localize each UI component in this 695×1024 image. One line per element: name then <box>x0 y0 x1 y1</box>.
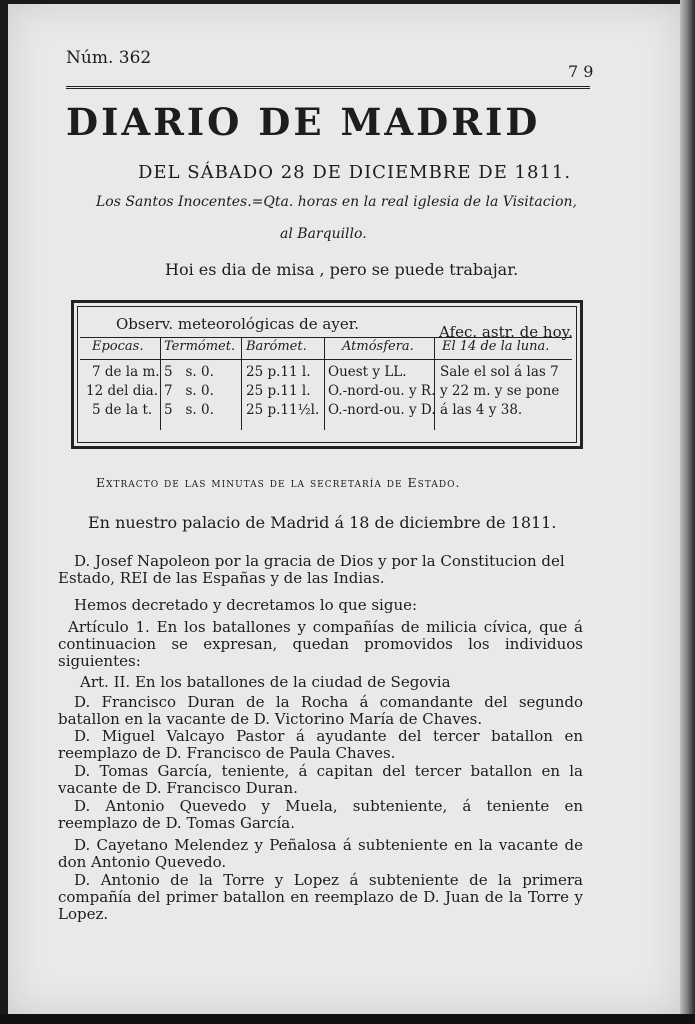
meteo-title: Observ. meteorológicas de ayer. <box>116 315 359 333</box>
promotion-entry: D. Miguel Valcayo Pastor á ayudante del tercer batallon en reemplazo de D. Francisco de Paula Chaves. <box>58 727 583 762</box>
header-epocas: Epocas. <box>92 339 144 354</box>
promotion-entry: D. Tomas García, teniente, á capitan del tercer batallon en la vacante de D. Francisco Duran. <box>58 762 583 797</box>
barometro-cell: 25 p.11 l. <box>246 383 311 399</box>
termometro-cell: 7 s. 0. <box>164 383 214 399</box>
issue-number: Núm. 362 <box>66 48 152 68</box>
barometro-cell: 25 p.11 l. <box>246 364 311 380</box>
luna-cell: y 22 m. y se pone <box>440 383 560 399</box>
table-rule <box>80 337 572 338</box>
page-number: 7 9 <box>568 62 594 81</box>
astro-title: Afec. astr. de hoy. <box>439 323 573 341</box>
luna-cell: á las 4 y 38. <box>440 402 523 418</box>
promotion-entry: D. Antonio de la Torre y Lopez á subteniente de la primera compañía del primer batallon en reemplazo de D. Juan de la Torre y Lopez. <box>58 871 583 923</box>
header-atmosfera: Atmósfera. <box>342 339 414 354</box>
saints-line-2: al Barquillo. <box>280 226 367 242</box>
newspaper-page <box>8 4 680 1014</box>
decree-formula: Hemos decretado y decretamos lo que sigue: <box>74 596 418 614</box>
table-rule <box>80 359 572 360</box>
masthead-title: DIARIO DE MADRID <box>66 100 541 144</box>
promotion-entry: D. Cayetano Melendez y Peñalosa á subteniente en la vacante de don Antonio Quevedo. <box>58 836 583 871</box>
promotion-entry: D. Francisco Duran de la Rocha á comandante del segundo batallon en la vacante de D. Victorino María de Chaves. <box>58 693 583 728</box>
article-2: Art. II. En los batallones de la ciudad de Segovia <box>80 673 451 691</box>
decree-intro: D. Josef Napoleon por la gracia de Dios y por la Constitucion del Estado, REI de las Españas y de las Indias. <box>58 552 565 587</box>
barometro-cell: 25 p.11½l. <box>246 402 320 418</box>
mass-note: Hoi es dia de misa , pero se puede trabajar. <box>165 260 519 279</box>
column-rule <box>241 337 242 430</box>
luna-cell: Sale el sol á las 7 <box>440 364 559 380</box>
epocas-cell: 5 de la t. <box>92 402 153 418</box>
section-heading: Extracto de las minutas de la secretaría de Estado. <box>96 475 461 490</box>
atmosfera-cell: O.-nord-ou. y D. <box>328 402 436 418</box>
palace-dateline: En nuestro palacio de Madrid á 18 de diciembre de 1811. <box>88 513 557 532</box>
column-rule <box>324 337 325 430</box>
termometro-cell: 5 s. 0. <box>164 402 214 418</box>
masthead-rule <box>66 86 590 89</box>
article-1: Artículo 1. En los batallones y compañías de milicia cívica, que á continuacion se expresan, quedan promovidos los individuos siguientes: <box>58 618 583 670</box>
column-rule <box>160 337 161 430</box>
header-termometro: Termómet. <box>164 339 236 354</box>
page-edge-shadow <box>680 0 695 1024</box>
epocas-cell: 12 del dia. <box>86 383 159 399</box>
atmosfera-cell: Ouest y LL. <box>328 364 407 380</box>
issue-date: DEL SÁBADO 28 DE DICIEMBRE DE 1811. <box>138 162 572 183</box>
saints-line-1: Los Santos Inocentes.=Qta. horas en la real iglesia de la Visitacion, <box>96 194 577 210</box>
meteorological-table <box>71 300 583 449</box>
epocas-cell: 7 de la m. <box>92 364 160 380</box>
scan-border <box>0 1014 695 1024</box>
atmosfera-cell: O.-nord-ou. y R. <box>328 383 436 399</box>
header-luna: El 14 de la luna. <box>442 339 550 354</box>
header-barometro: Barómet. <box>246 339 307 354</box>
promotion-entry: D. Antonio Quevedo y Muela, subteniente, á teniente en reemplazo de D. Tomas García. <box>58 797 583 832</box>
termometro-cell: 5 s. 0. <box>164 364 214 380</box>
